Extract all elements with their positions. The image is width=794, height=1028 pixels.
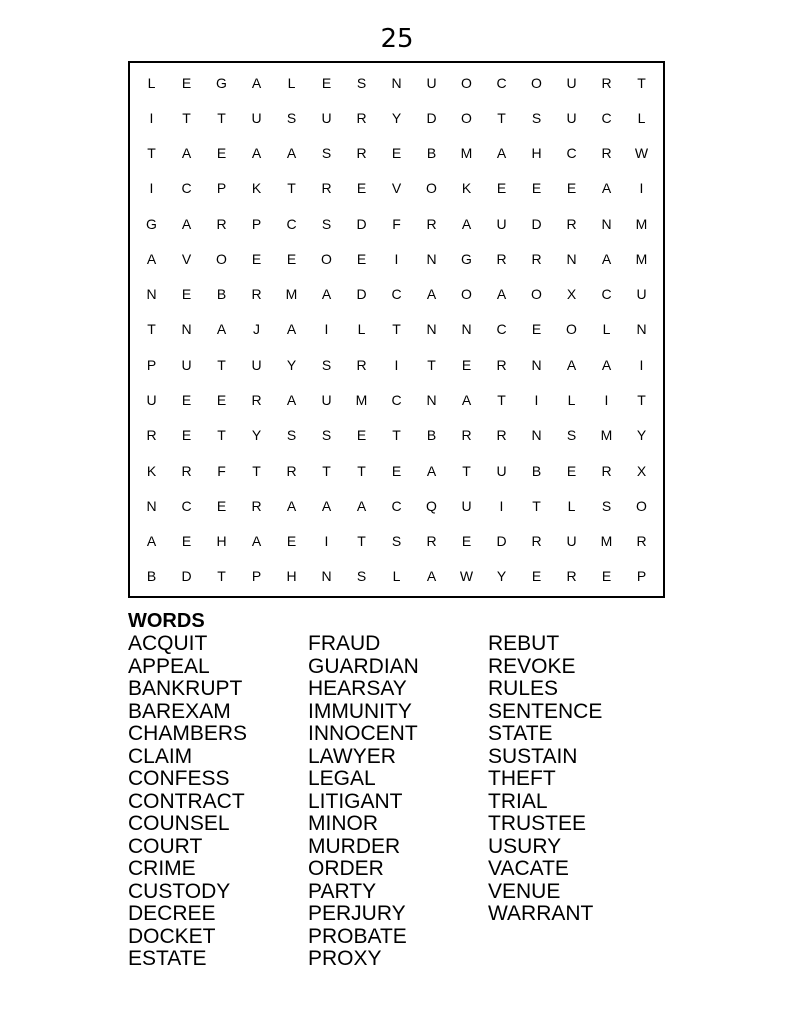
word-list-item: ORDER [308,857,384,880]
grid-letter: L [637,109,646,126]
word-list-item: IMMUNITY [308,699,412,723]
grid-letter: T [287,180,296,197]
grid-letter: C [181,180,192,197]
grid-letter: C [286,215,297,232]
word-list-item: FRAUD [308,632,381,655]
grid-letter: N [426,250,437,267]
grid-letter: R [566,215,577,232]
word-list-item: WARRANT [488,902,594,925]
grid-letter: A [426,286,437,303]
grid-letter: N [391,74,402,91]
grid-letter: T [147,321,156,338]
grid-letter: I [394,356,399,373]
grid-letter: H [531,145,542,162]
grid-letter: K [461,180,472,197]
grid-letter: E [181,427,192,444]
grid-letter: P [251,568,262,585]
grid-letter: A [181,145,192,162]
grid-letter: P [146,356,157,373]
grid-letter: T [392,321,401,338]
grid-letter: W [459,568,474,585]
grid-letter: B [216,286,227,303]
grid-letter: T [217,568,226,585]
grid-letter: A [181,215,192,232]
grid-letter: T [427,356,436,373]
grid-letter: V [391,180,402,197]
grid-letter: D [356,215,367,232]
grid-letter: F [217,462,226,479]
word-list-item: BANKRUPT [128,677,243,700]
grid-letter: R [426,533,437,550]
word-list-item: USURY [488,834,562,858]
letter-grid [130,63,663,596]
grid-letter: E [566,462,577,479]
grid-letter: C [601,286,612,303]
word-list-item: TRUSTEE [488,812,587,835]
grid-letter: T [217,109,226,126]
grid-letter: D [531,215,542,232]
word-list-item: COURT [128,834,203,858]
grid-letter: F [392,215,401,232]
grid-letter: U [321,109,332,126]
grid-letter: U [566,74,577,91]
grid-letter: R [496,427,507,444]
word-list-item: REBUT [488,632,560,655]
word-list-item: VENUE [488,879,561,903]
word-list-item: CUSTODY [128,879,231,903]
grid-letter: T [532,497,541,514]
grid-letter: A [601,356,612,373]
grid-letter: C [601,109,612,126]
word-list-item: CONFESS [128,767,230,790]
grid-letter: A [496,286,507,303]
grid-letter: A [601,180,612,197]
grid-letter: C [181,497,192,514]
grid-letter: S [531,109,542,126]
grid-letter: T [637,392,646,409]
grid-letter: A [251,145,262,162]
grid-letter: N [636,321,647,338]
grid-letter: T [147,145,156,162]
grid-letter: R [356,109,367,126]
grid-letter: N [181,321,192,338]
grid-letter: M [600,427,613,444]
grid-letter: A [461,392,472,409]
grid-letter: K [146,462,157,479]
word-list-item: HEARSAY [308,677,407,700]
grid-letter: G [216,74,227,91]
grid-letter: E [181,286,192,303]
grid-letter: T [217,427,226,444]
word-list-column-3 [488,633,602,926]
grid-letter: E [601,568,612,585]
grid-letter: U [496,462,507,479]
grid-letter: N [531,427,542,444]
grid-letter: U [461,497,472,514]
grid-letter: L [287,74,296,91]
grid-letter: R [251,286,262,303]
grid-letter: E [461,533,472,550]
grid-letter: U [426,74,437,91]
grid-letter: M [635,215,648,232]
grid-letter: G [461,250,472,267]
word-list-item: RULES [488,677,559,700]
grid-letter: N [146,286,157,303]
grid-letter: T [357,462,366,479]
grid-letter: I [499,497,504,514]
grid-letter: N [321,568,332,585]
grid-letter: G [146,215,157,232]
grid-letter: T [637,74,646,91]
grid-letter: P [216,180,227,197]
grid-letter: E [461,356,472,373]
grid-letter: L [392,568,401,585]
grid-letter: U [181,356,192,373]
grid-letter: M [355,392,368,409]
word-list-item: APPEAL [128,654,210,678]
word-list-item: TRIAL [488,789,548,813]
grid-letter: A [461,215,472,232]
grid-letter: Y [636,427,647,444]
grid-letter: S [286,109,297,126]
grid-letter: A [251,533,262,550]
grid-letter: M [600,533,613,550]
grid-letter: A [286,497,297,514]
grid-letter: S [321,427,332,444]
word-list-item: DECREE [128,902,216,925]
grid-letter: O [321,250,332,267]
grid-letter: U [251,356,262,373]
grid-letter: B [146,568,157,585]
grid-letter: E [181,74,192,91]
grid-letter: I [534,392,539,409]
grid-letter: E [531,568,542,585]
puzzle-grid-frame [128,61,665,598]
grid-letter: S [391,533,402,550]
grid-letter: E [391,462,402,479]
grid-letter: I [394,250,399,267]
word-list-item: LAWYER [308,744,396,768]
grid-letter: O [426,180,437,197]
grid-letter: N [426,321,437,338]
grid-letter: R [601,462,612,479]
grid-letter: I [149,109,154,126]
grid-letter: N [146,497,157,514]
word-list-item: INNOCENT [308,722,418,745]
grid-letter: A [356,497,367,514]
word-list-item: STATE [488,722,553,745]
word-list-item: REVOKE [488,654,576,678]
grid-letter: K [251,180,262,197]
grid-letter: R [601,74,612,91]
grid-letter: S [356,568,367,585]
grid-letter: I [604,392,609,409]
word-list-item: LEGAL [308,767,376,790]
grid-letter: I [149,180,154,197]
grid-letter: E [391,145,402,162]
grid-letter: C [391,392,402,409]
grid-letter: U [496,215,507,232]
grid-letter: J [253,321,260,338]
grid-letter: R [321,180,332,197]
grid-letter: L [567,497,576,514]
grid-letter: H [216,533,227,550]
grid-letter: V [181,250,192,267]
grid-letter: B [531,462,542,479]
grid-letter: Y [496,568,507,585]
word-list-item: PARTY [308,879,377,903]
grid-letter: E [216,497,227,514]
grid-letter: L [147,74,156,91]
grid-letter: R [286,462,297,479]
grid-letter: A [566,356,577,373]
grid-letter: Y [286,356,297,373]
grid-letter: A [286,321,297,338]
grid-letter: E [286,250,297,267]
grid-letter: R [531,250,542,267]
word-list-item: CONTRACT [128,789,245,813]
grid-letter: O [461,74,472,91]
grid-letter: C [391,497,402,514]
grid-letter: A [601,250,612,267]
grid-letter: A [286,392,297,409]
grid-letter: U [251,109,262,126]
grid-letter: A [321,286,332,303]
grid-letter: E [566,180,577,197]
grid-letter: O [531,74,542,91]
grid-letter: I [324,321,329,338]
grid-letter: M [285,286,298,303]
grid-letter: E [286,533,297,550]
grid-letter: D [496,533,507,550]
grid-letter: U [146,392,157,409]
word-list-item: CRIME [128,857,196,880]
grid-letter: C [496,321,507,338]
word-list-item: COUNSEL [128,812,230,835]
grid-letter: S [356,74,367,91]
grid-letter: D [181,568,192,585]
grid-letter: S [286,427,297,444]
words-heading: WORDS [128,610,205,632]
grid-letter: R [566,568,577,585]
grid-letter: Y [391,109,402,126]
word-list-item: MURDER [308,834,401,858]
grid-letter: R [496,356,507,373]
grid-letter: A [496,145,507,162]
grid-letter: R [251,497,262,514]
grid-letter: A [146,250,157,267]
grid-letter: O [531,286,542,303]
word-list-item: PROBATE [308,924,407,948]
grid-letter: T [497,392,506,409]
word-list-item: CHAMBERS [128,722,248,745]
grid-letter: R [146,427,157,444]
grid-letter: C [496,74,507,91]
grid-letter: I [639,356,644,373]
grid-letter: N [566,250,577,267]
grid-letter: L [602,321,611,338]
word-list-item: PROXY [308,947,382,970]
grid-letter: L [567,392,576,409]
word-list-column-2 [308,633,419,971]
grid-letter: W [634,145,649,162]
word-list-item: PERJURY [308,902,406,925]
grid-letter: P [251,215,262,232]
grid-letter: T [462,462,471,479]
grid-letter: C [391,286,402,303]
grid-letter: R [356,356,367,373]
grid-letter: H [286,568,297,585]
grid-letter: E [356,180,367,197]
grid-letter: T [322,462,331,479]
grid-letter: S [321,145,332,162]
grid-letter: Y [251,427,262,444]
grid-letter: U [636,286,647,303]
grid-letter: A [286,145,297,162]
word-list-item: LITIGANT [308,789,403,813]
grid-letter: N [461,321,472,338]
grid-letter: T [252,462,261,479]
grid-letter: I [639,180,644,197]
grid-letter: B [426,427,437,444]
word-list-item: MINOR [308,812,378,835]
grid-letter: O [636,497,647,514]
grid-letter: T [392,427,401,444]
grid-letter: R [461,427,472,444]
grid-letter: A [321,497,332,514]
grid-letter: R [216,215,227,232]
page-number: 25 [380,24,414,54]
word-list-item: BAREXAM [128,699,231,723]
grid-letter: E [181,533,192,550]
grid-letter: X [636,462,647,479]
grid-letter: U [321,392,332,409]
grid-letter: E [531,180,542,197]
word-list-item: CLAIM [128,744,193,768]
grid-letter: P [636,568,647,585]
word-list-column-1 [128,633,247,971]
grid-letter: E [496,180,507,197]
grid-letter: U [566,533,577,550]
grid-letter: S [321,215,332,232]
grid-letter: M [460,145,473,162]
grid-letter: D [356,286,367,303]
word-list-item: ACQUIT [128,632,208,655]
grid-letter: S [566,427,577,444]
grid-letter: M [635,250,648,267]
grid-letter: O [461,109,472,126]
grid-letter: R [426,215,437,232]
grid-letter: L [357,321,366,338]
grid-letter: T [217,356,226,373]
grid-letter: E [321,74,332,91]
grid-letter: A [216,321,227,338]
grid-letter: E [216,392,227,409]
grid-letter: E [531,321,542,338]
word-list-item: VACATE [488,857,569,880]
grid-letter: U [566,109,577,126]
grid-letter: T [182,109,191,126]
grid-letter: B [426,145,437,162]
grid-letter: R [636,533,647,550]
grid-letter: A [426,568,437,585]
grid-letter: O [216,250,227,267]
grid-letter: E [356,250,367,267]
grid-letter: R [251,392,262,409]
grid-letter: X [566,286,577,303]
grid-letter: I [324,533,329,550]
grid-letter: Q [426,497,437,514]
grid-letter: R [531,533,542,550]
grid-letter: N [426,392,437,409]
grid-letter: T [497,109,506,126]
grid-letter: R [601,145,612,162]
grid-letter: E [251,250,262,267]
word-list-item: GUARDIAN [308,654,419,678]
grid-letter: T [357,533,366,550]
word-list-item: SUSTAIN [488,744,578,768]
grid-letter: E [216,145,227,162]
grid-letter: R [356,145,367,162]
grid-letter: S [601,497,612,514]
word-list-item: ESTATE [128,947,207,970]
grid-letter: C [566,145,577,162]
word-list-item: DOCKET [128,924,216,948]
grid-letter: O [566,321,577,338]
grid-letter: E [356,427,367,444]
grid-letter: A [146,533,157,550]
grid-letter: D [426,109,437,126]
word-list-item: SENTENCE [488,699,603,723]
grid-letter: A [426,462,437,479]
word-list-item: THEFT [488,767,556,790]
grid-letter: E [181,392,192,409]
grid-letter: N [601,215,612,232]
grid-letter: S [321,356,332,373]
grid-letter: A [251,74,262,91]
grid-letter: N [531,356,542,373]
grid-letter: R [496,250,507,267]
grid-letter: O [461,286,472,303]
grid-letter: R [181,462,192,479]
